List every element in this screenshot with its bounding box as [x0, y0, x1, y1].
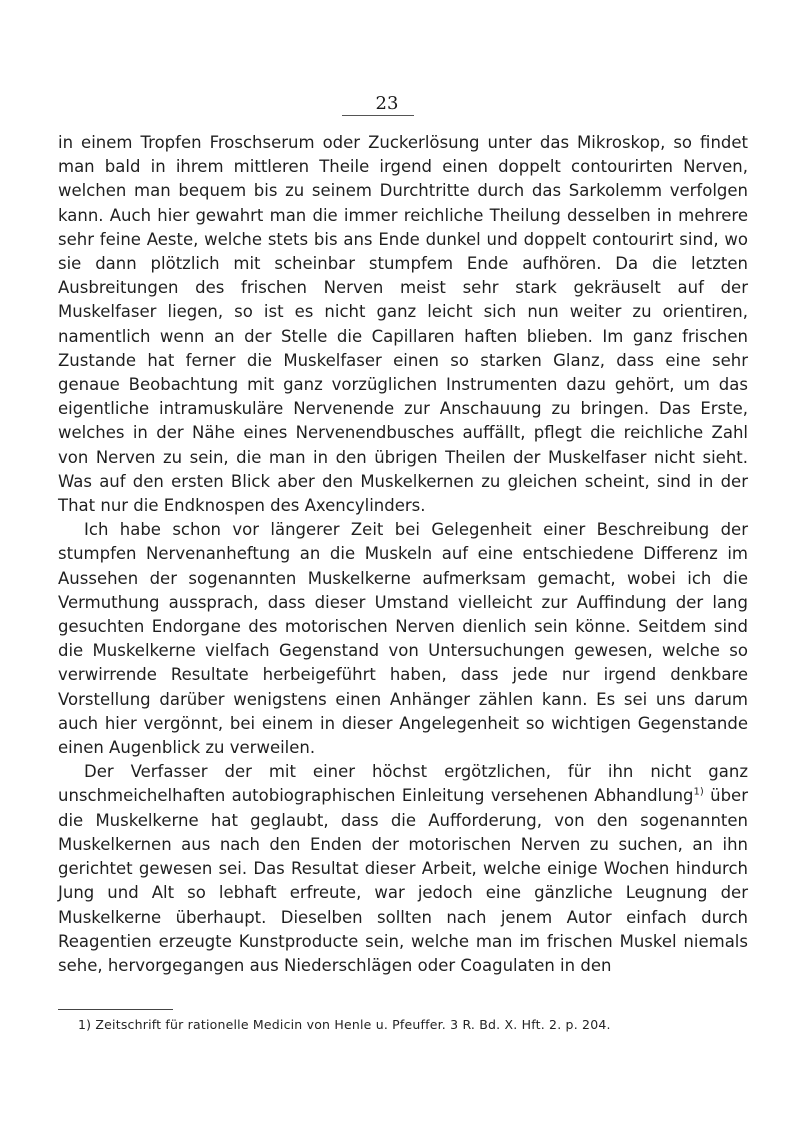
paragraph-1: in einem Tropfen Froschserum oder Zuckerlösung unter das Mikroskop, so findet man bald in ihrem mittleren Theile irgend einen doppelt contourirten Nerven, welchen man bequem bis zu seinem Durchtritte durch das Sarkolemm verfolgen kann. Auch hier gewahrt man die immer reichliche Theilung desselben in mehrere sehr feine Aeste, welche stets bis ans Ende dunkel und doppelt contourirt sind, wo sie dann plötzlich mit scheinbar stumpfem Ende aufhören. Da die letzten Ausbreitungen des frischen Nerven meist sehr stark gekräuselt auf der Muskelfaser liegen, so ist es nicht ganz leicht sich nun weiter zu orientiren, namentlich wenn an der Stelle die Capillaren haften blieben. Im ganz frischen Zustande hat ferner die Muskelfaser einen so starken Glanz, dass eine sehr genaue Beobachtung mit ganz vorzüglichen Instrumenten dazu gehört, um das eigentliche intramuskuläre Nervenende zur Anschauung zu bringen. Das Erste, welches in der Nähe eines Nervenendbusches auffällt, pflegt die reichliche Zahl von Nerven zu sein, die man in den übrigen Theilen der Muskelfaser nicht sieht. Was auf den ersten Blick aber den Muskelkernen zu gleichen scheint, sind in der That nur die Endknospen des Axencylinders.: [58, 133, 748, 516]
paragraph-2: Ich habe schon vor längerer Zeit bei Gelegenheit einer Beschreibung der stumpfen Nervenanheftung an die Muskeln auf eine entschiedene Differenz im Aussehen der sogenannten Muskelkerne aufmerksam gemacht, wobei ich die Vermuthung aussprach, dass dieser Umstand vielleicht zur Auffindung der lang gesuchten Endorgane des motorischen Nerven dienlich sein könne. Seitdem sind die Muskelkerne vielfach Gegenstand von Untersuchungen gewesen, welche so verwirrende Resultate herbeigeführt haben, dass jede nur irgend denkbare Vorstellung darüber wenigstens einen Anhänger zählen kann. Es sei uns darum auch hier vergönnt, bei einem in dieser Angelegenheit so wichtigen Gegenstande einen Augenblick zu verweilen.: [58, 520, 748, 758]
footnote-reference: 1): [693, 786, 704, 798]
footnote: 1) Zeitschrift für rationelle Medicin von Henle u. Pfeuffer. 3 R. Bd. X. Hft. 2. p. 204.: [78, 1017, 611, 1032]
page-number: 23: [375, 93, 399, 114]
footnote-rule: [58, 1009, 173, 1010]
paragraph-3: [58, 760, 748, 978]
paragraph-3-text-after-note: über die Muskelkerne hat geglaubt, dass die Aufforderung, von den sogenannten Muskelkernen aus nach den Enden der motorischen Nerven zu suchen, an ihn gerichtet gewesen sei. Das Resultat dieser Arbeit, welche einige Wochen hindurch Jung und Alt so lebhaft erfreute, war jedoch eine gänzliche Leugnung der Muskelkerne überhaupt. Dieselben sollten nach jenem Autor einfach durch Reagentien erzeugte Kunstproducte sein, welche man im frischen Muskel niemals sehe, hervorgegangen aus Niederschlägen oder Coagulaten in den: [58, 786, 748, 975]
page-number-rule: [342, 115, 414, 116]
body-text: [58, 131, 748, 978]
paragraph-3-text-before-note: Der Verfasser der mit einer höchst ergötzlichen, für ihn nicht ganz unschmeichelhaften autobiographischen Einleitung versehenen Abhandlung: [58, 762, 748, 806]
